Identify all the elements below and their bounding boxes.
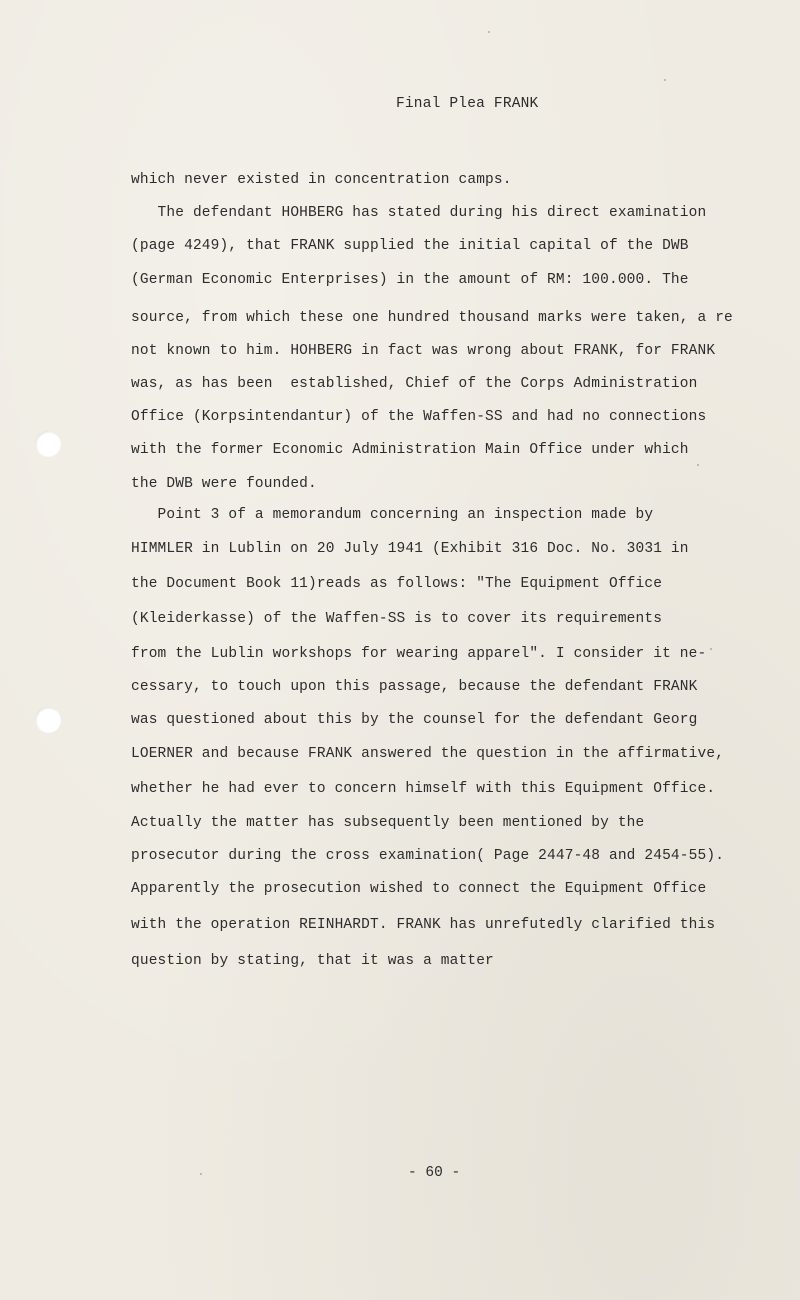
paper-speck [697, 464, 699, 466]
text-line: which never existed in concentration camps. [131, 172, 512, 188]
text-line: prosecutor during the cross examination( Page 2447-48 and 2454-55). [131, 848, 725, 864]
text-line: (page 4249), that FRANK supplied the initial capital of the DWB [131, 238, 689, 254]
text-line: was questioned about this by the counsel for the defendant Georg [131, 712, 698, 728]
paper-speck [488, 31, 490, 33]
text-line: with the former Economic Administration Main Office under which [131, 442, 689, 458]
text-line: cessary, to touch upon this passage, because the defendant FRANK [131, 679, 698, 695]
text-line: (German Economic Enterprises) in the amount of RM: 100.000. The [131, 272, 689, 288]
text-line: was, as has been established, Chief of the Corps Administration [131, 376, 698, 392]
running-header: Final Plea FRANK [396, 96, 539, 112]
text-line: Office (Korpsintendantur) of the Waffen-SS and had no connections [131, 409, 707, 425]
punch-hole-top [35, 431, 61, 457]
text-line: LOERNER and because FRANK answered the question in the affirmative, [131, 746, 725, 762]
page-number: - 60 - [408, 1165, 461, 1181]
text-line: (Kleiderkasse) of the Waffen-SS is to cover its requirements [131, 611, 663, 627]
text-line: Point 3 of a memorandum concerning an inspection made by [131, 507, 654, 523]
text-line: question by stating, that it was a matter [131, 953, 494, 969]
text-line: source, from which these one hundred thousand marks were taken, a re [131, 310, 733, 326]
text-line: with the operation REINHARDT. FRANK has unrefutedly clarified this [131, 917, 716, 933]
text-line: Actually the matter has subsequently been mentioned by the [131, 815, 645, 831]
text-line: Apparently the prosecution wished to connect the Equipment Office [131, 881, 707, 897]
text-line: the Document Book 11)reads as follows: "The Equipment Office [131, 576, 663, 592]
text-line: The defendant HOHBERG has stated during his direct examination [131, 205, 707, 221]
text-line: from the Lublin workshops for wearing apparel". I consider it ne- [131, 646, 707, 662]
paper-speck [200, 1173, 202, 1175]
text-line: not known to him. HOHBERG in fact was wrong about FRANK, for FRANK [131, 343, 716, 359]
text-line: the DWB were founded. [131, 476, 317, 492]
paper-speck [664, 79, 666, 81]
text-line: whether he had ever to concern himself with this Equipment Office. [131, 781, 716, 797]
paper-speck [710, 648, 712, 650]
punch-hole-bottom [35, 707, 61, 733]
text-line: HIMMLER in Lublin on 20 July 1941 (Exhibit 316 Doc. No. 3031 in [131, 541, 689, 557]
